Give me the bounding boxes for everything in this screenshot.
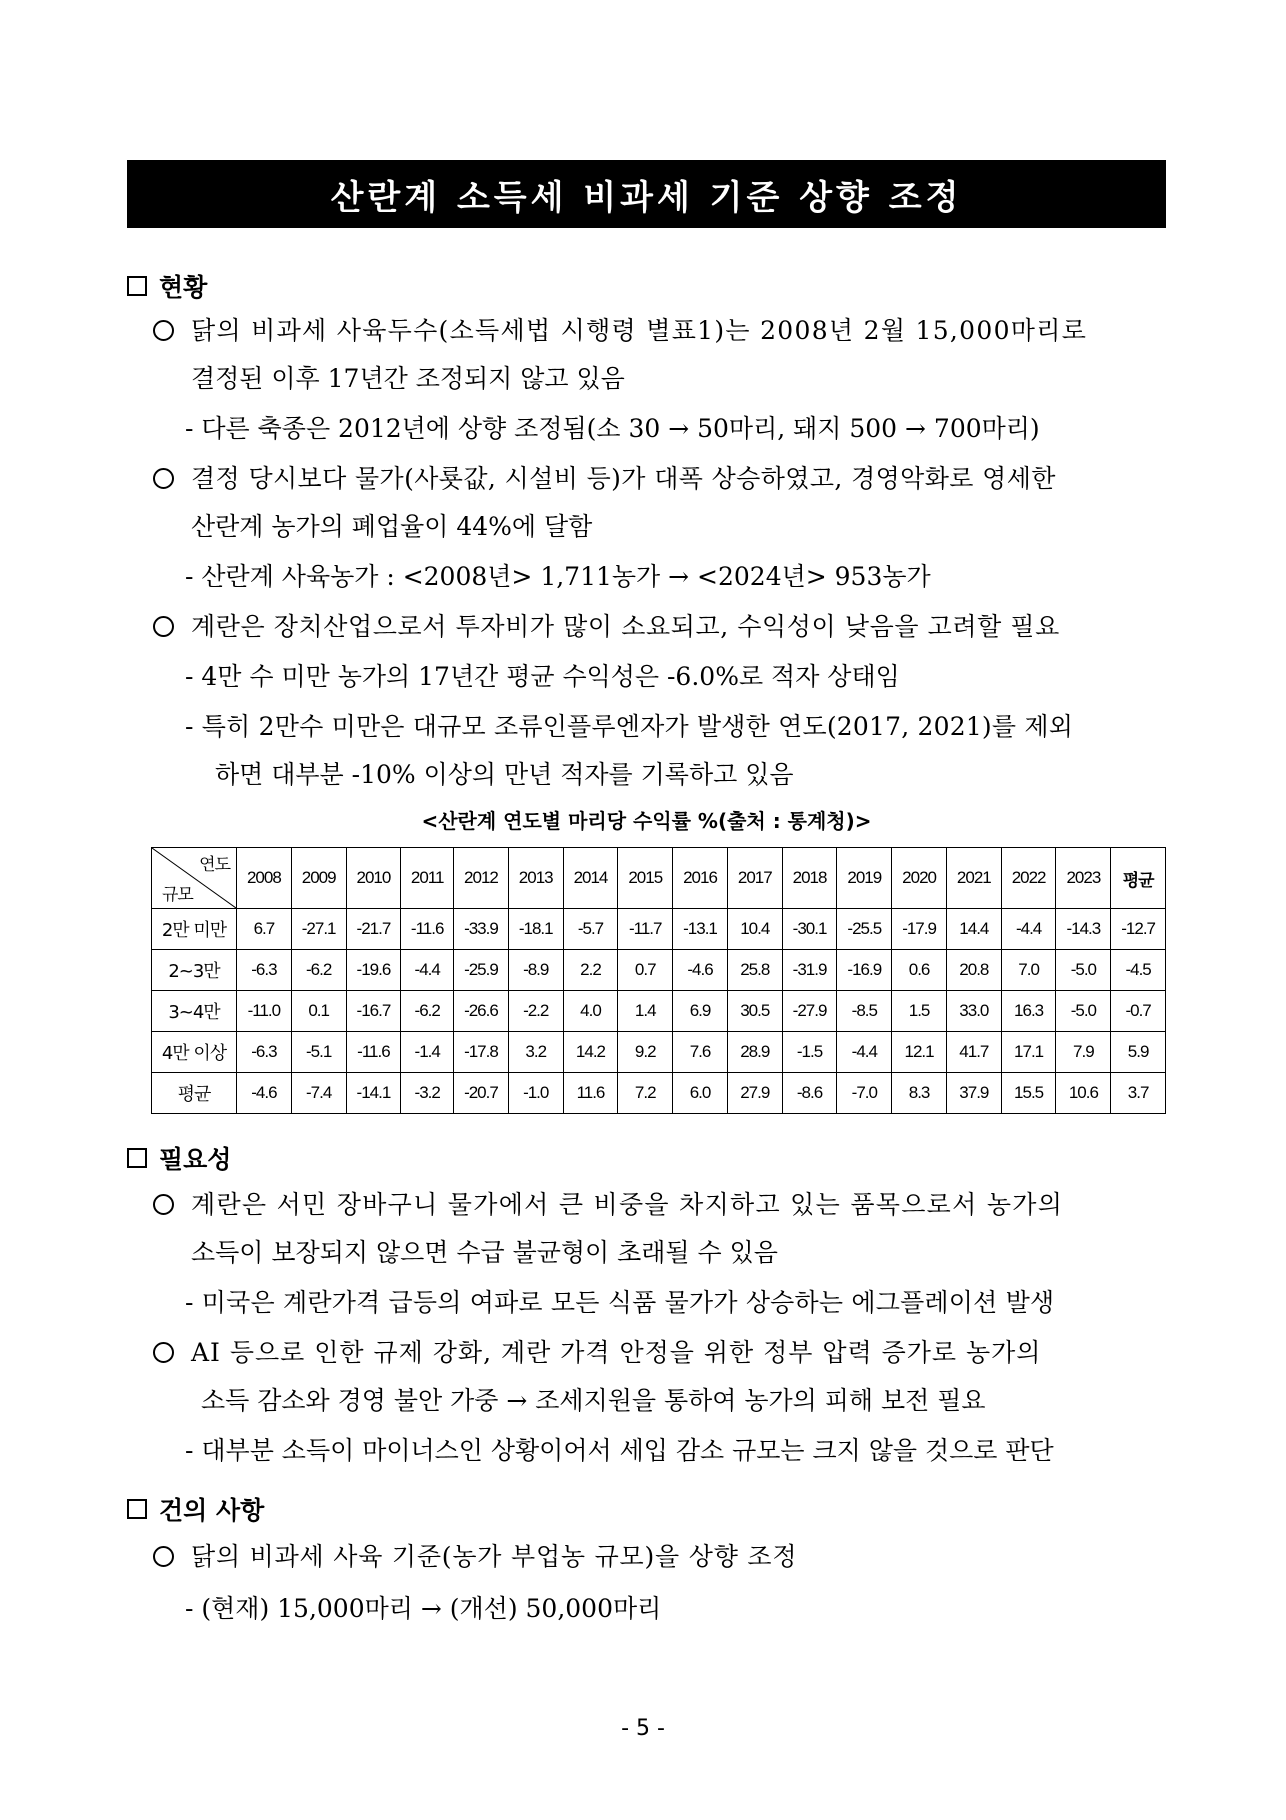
value-cell: 11.6 [563, 1073, 618, 1114]
value-cell: -18.1 [508, 909, 563, 950]
year-header-cell: 2022 [1001, 848, 1056, 909]
paragraph-line: 계란은 서민 장바구니 물가에서 큰 비중을 차지하고 있는 품목으로서 농가의 [191, 1190, 1064, 1219]
value-cell: -30.1 [782, 909, 837, 950]
table-corner-cell [152, 848, 237, 909]
value-cell: 10.4 [727, 909, 782, 950]
value-cell: -31.9 [782, 950, 837, 991]
detail-line: - 산란계 사육농가 : <2008년> 1,711농가 → <2024년> 953농가 [185, 562, 931, 591]
value-cell: -1.4 [401, 1032, 454, 1073]
value-cell: -8.5 [837, 991, 892, 1032]
value-cell: -17.9 [892, 909, 947, 950]
value-cell: 6.9 [673, 991, 728, 1032]
year-header-cell: 2013 [508, 848, 563, 909]
paragraph-line: 계란은 장치산업으로서 투자비가 많이 소요되고, 수익성이 낮음을 고려할 필요 [191, 612, 1060, 641]
value-cell: 1.4 [618, 991, 673, 1032]
paragraph-line: 소득 감소와 경영 불안 가중 → 조세지원을 통하여 농가의 피해 보전 필요 [201, 1386, 986, 1415]
circle-bullet-icon [153, 1342, 174, 1363]
value-cell: 14.2 [563, 1032, 618, 1073]
value-cell: 3.7 [1111, 1073, 1166, 1114]
value-cell: 7.0 [1001, 950, 1056, 991]
year-header-cell: 2016 [673, 848, 728, 909]
paragraph-line: 소득이 보장되지 않으면 수급 불균형이 초래될 수 있음 [191, 1238, 778, 1267]
detail-line: - 다른 축종은 2012년에 상향 조정됨(소 30 → 50마리, 돼지 500 → 700마리) [185, 414, 1040, 443]
table-row [152, 909, 1166, 950]
corner-label-year: 연도 [199, 855, 230, 875]
paragraph-line: 닭의 비과세 사육두수(소득세법 시행령 별표1)는 2008년 2월 15,000마리로 [191, 316, 1088, 345]
circle-bullet-icon [153, 468, 174, 489]
value-cell: 10.6 [1056, 1073, 1111, 1114]
circle-bullet-icon [153, 320, 174, 341]
value-cell: 6.0 [673, 1073, 728, 1114]
page-title: 산란계 소득세 비과세 기준 상향 조정 [330, 177, 963, 218]
value-cell: 20.8 [946, 950, 1001, 991]
circle-bullet-icon [153, 1546, 174, 1567]
checkbox-square-icon [127, 1499, 147, 1519]
value-cell: 3.2 [508, 1032, 563, 1073]
checkbox-square-icon [127, 1148, 147, 1168]
year-header-cell: 2010 [346, 848, 401, 909]
detail-line: 하면 대부분 -10% 이상의 만년 적자를 기록하고 있음 [215, 760, 794, 789]
value-cell: 28.9 [727, 1032, 782, 1073]
paragraph-line: 결정 당시보다 물가(사룟값, 시설비 등)가 대폭 상승하였고, 경영악화로 영세한 [191, 464, 1056, 493]
value-cell: 8.3 [892, 1073, 947, 1114]
value-cell: 37.9 [946, 1073, 1001, 1114]
section-heading-status: 현황 [127, 268, 207, 304]
detail-line: - 4만 수 미만 농가의 17년간 평균 수익성은 -6.0%로 적자 상태임 [185, 662, 900, 691]
paragraph-line: AI 등으로 인한 규제 강화, 계란 가격 안정을 위한 정부 압력 증가로 농가의 [191, 1338, 1042, 1367]
value-cell: 30.5 [727, 991, 782, 1032]
value-cell: -3.2 [401, 1073, 454, 1114]
value-cell: -2.2 [508, 991, 563, 1032]
value-cell: 12.1 [892, 1032, 947, 1073]
value-cell: -8.9 [508, 950, 563, 991]
section-heading-recommendation: 건의 사항 [127, 1491, 264, 1527]
value-cell: -8.6 [782, 1073, 837, 1114]
value-cell: -5.0 [1056, 950, 1111, 991]
profit-rate-table [151, 847, 1166, 1114]
value-cell: -1.0 [508, 1073, 563, 1114]
year-header-cell: 2009 [291, 848, 346, 909]
value-cell: -27.9 [782, 991, 837, 1032]
value-cell: 1.5 [892, 991, 947, 1032]
circle-bullet-icon [153, 1194, 174, 1215]
value-cell: -16.7 [346, 991, 401, 1032]
year-header-cell: 2023 [1056, 848, 1111, 909]
row-label-cell: 2~3만 [152, 950, 237, 991]
value-cell: -19.6 [346, 950, 401, 991]
value-cell: -13.1 [673, 909, 728, 950]
table-caption: <산란계 연도별 마리당 수익률 %(출처 : 통계청)> [421, 809, 872, 833]
row-label-cell: 2만 미만 [152, 909, 237, 950]
value-cell: 15.5 [1001, 1073, 1056, 1114]
value-cell: -5.1 [291, 1032, 346, 1073]
paragraph-line: 닭의 비과세 사육 기준(농가 부업농 규모)을 상향 조정 [191, 1542, 798, 1571]
value-cell: -21.7 [346, 909, 401, 950]
value-cell: -7.4 [291, 1073, 346, 1114]
value-cell: 0.6 [892, 950, 947, 991]
value-cell: -6.3 [237, 950, 292, 991]
value-cell: 0.7 [618, 950, 673, 991]
value-cell: -4.5 [1111, 950, 1166, 991]
value-cell: -33.9 [454, 909, 509, 950]
year-header-cell: 평균 [1111, 848, 1166, 909]
table-header-row [152, 848, 1166, 909]
row-label-cell: 4만 이상 [152, 1032, 237, 1073]
table-row [152, 1073, 1166, 1114]
value-cell: -4.4 [401, 950, 454, 991]
value-cell: 41.7 [946, 1032, 1001, 1073]
value-cell: -4.4 [837, 1032, 892, 1073]
year-header-cell: 2008 [237, 848, 292, 909]
value-cell: -11.6 [401, 909, 454, 950]
paragraph-line: 결정된 이후 17년간 조정되지 않고 있음 [191, 364, 625, 393]
value-cell: 2.2 [563, 950, 618, 991]
value-cell: 5.9 [1111, 1032, 1166, 1073]
year-header-cell: 2021 [946, 848, 1001, 909]
value-cell: 27.9 [727, 1073, 782, 1114]
value-cell: 4.0 [563, 991, 618, 1032]
value-cell: -4.6 [673, 950, 728, 991]
value-cell: -17.8 [454, 1032, 509, 1073]
value-cell: 7.2 [618, 1073, 673, 1114]
value-cell: -20.7 [454, 1073, 509, 1114]
title-banner [127, 160, 1166, 228]
value-cell: -11.6 [346, 1032, 401, 1073]
value-cell: -7.0 [837, 1073, 892, 1114]
value-cell: -6.3 [237, 1032, 292, 1073]
value-cell: 0.1 [291, 991, 346, 1032]
value-cell: 25.8 [727, 950, 782, 991]
table-row [152, 991, 1166, 1032]
value-cell: -5.0 [1056, 991, 1111, 1032]
paragraph-line: 산란계 농가의 폐업율이 44%에 달함 [191, 512, 593, 541]
year-header-cell: 2012 [454, 848, 509, 909]
year-header-cell: 2019 [837, 848, 892, 909]
year-header-cell: 2018 [782, 848, 837, 909]
value-cell: -12.7 [1111, 909, 1166, 950]
year-header-cell: 2017 [727, 848, 782, 909]
value-cell: -11.0 [237, 991, 292, 1032]
value-cell: -6.2 [401, 991, 454, 1032]
detail-line: - (현재) 15,000마리 → (개선) 50,000마리 [185, 1594, 662, 1623]
value-cell: -0.7 [1111, 991, 1166, 1032]
value-cell: 33.0 [946, 991, 1001, 1032]
detail-line: - 특히 2만수 미만은 대규모 조류인플루엔자가 발생한 연도(2017, 2021)를 제외 [185, 712, 1074, 741]
value-cell: 14.4 [946, 909, 1001, 950]
checkbox-square-icon [127, 276, 147, 296]
table-row [152, 1032, 1166, 1073]
value-cell: -25.9 [454, 950, 509, 991]
value-cell: 7.9 [1056, 1032, 1111, 1073]
value-cell: -14.1 [346, 1073, 401, 1114]
row-label-cell: 평균 [152, 1073, 237, 1114]
value-cell: -27.1 [291, 909, 346, 950]
year-header-cell: 2014 [563, 848, 618, 909]
detail-line: - 미국은 계란가격 급등의 여파로 모든 식품 물가가 상승하는 에그플레이션 발생 [185, 1288, 1055, 1317]
year-header-cell: 2020 [892, 848, 947, 909]
value-cell: -14.3 [1056, 909, 1111, 950]
value-cell: -16.9 [837, 950, 892, 991]
value-cell: 6.7 [237, 909, 292, 950]
value-cell: -4.6 [237, 1073, 292, 1114]
value-cell: -4.4 [1001, 909, 1056, 950]
table-row [152, 950, 1166, 991]
circle-bullet-icon [153, 616, 174, 637]
value-cell: -25.5 [837, 909, 892, 950]
year-header-cell: 2015 [618, 848, 673, 909]
row-label-cell: 3~4만 [152, 991, 237, 1032]
corner-label-scale: 규모 [162, 885, 193, 905]
value-cell: 7.6 [673, 1032, 728, 1073]
section-heading-necessity: 필요성 [127, 1140, 231, 1176]
value-cell: -6.2 [291, 950, 346, 991]
value-cell: -5.7 [563, 909, 618, 950]
detail-line: - 대부분 소득이 마이너스인 상황이어서 세입 감소 규모는 크지 않을 것으로 판단 [185, 1436, 1054, 1465]
value-cell: 16.3 [1001, 991, 1056, 1032]
value-cell: -11.7 [618, 909, 673, 950]
value-cell: -1.5 [782, 1032, 837, 1073]
page-number: - 5 - [621, 1716, 665, 1741]
year-header-cell: 2011 [401, 848, 454, 909]
value-cell: 9.2 [618, 1032, 673, 1073]
value-cell: -26.6 [454, 991, 509, 1032]
value-cell: 17.1 [1001, 1032, 1056, 1073]
